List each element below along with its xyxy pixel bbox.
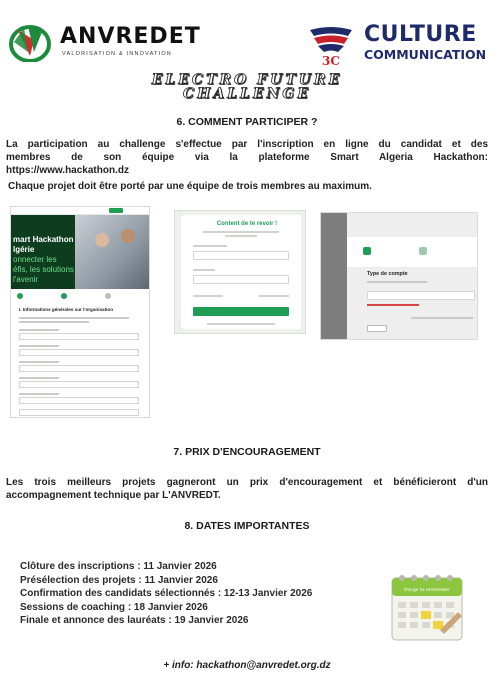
registration-steps bbox=[17, 293, 147, 301]
section-6-line-2: membres de son équipe via la plateforme Smart Algeria Hackathon: bbox=[6, 152, 488, 163]
section-6-paragraph bbox=[6, 138, 488, 177]
form-field bbox=[19, 333, 139, 340]
screenshot-account-type-page bbox=[320, 212, 478, 340]
screenshot-registration-page bbox=[10, 206, 150, 418]
login-label-line bbox=[193, 245, 227, 247]
screenshot-nav-bar bbox=[11, 207, 150, 215]
remember-me-line bbox=[193, 295, 223, 297]
form-label-line bbox=[19, 345, 59, 347]
login-subtitle-line bbox=[203, 231, 279, 233]
anvredet-tagline: VALORISATION & INNOVATION bbox=[62, 51, 172, 57]
login-link-line bbox=[411, 317, 473, 319]
form-field bbox=[19, 397, 139, 404]
back-button bbox=[367, 325, 387, 332]
section-7-paragraph bbox=[6, 476, 488, 502]
section-7-line-2: accompagnement technique par L'ANVREDT. bbox=[6, 490, 221, 501]
culture-line-2: COMMUNICATION bbox=[364, 47, 487, 62]
step-dot-3 bbox=[105, 293, 111, 299]
svg-text:3C: 3C bbox=[322, 54, 340, 66]
important-dates-list bbox=[20, 560, 360, 628]
screenshot-stepper bbox=[347, 237, 478, 267]
hero-text: mart Hackathon lgérie onnecter les éfis, les solutions l'avenir bbox=[13, 235, 74, 284]
form-field bbox=[19, 365, 139, 372]
screenshot-login-page bbox=[174, 210, 306, 334]
anvredet-brand-text: ANVREDET bbox=[60, 24, 201, 49]
culture-line-1: CULTURE bbox=[364, 22, 477, 47]
screenshot-sidebar bbox=[321, 213, 347, 340]
section-8-heading: 8. DATES IMPORTANTES bbox=[184, 520, 310, 532]
form-label-line bbox=[19, 393, 59, 395]
form-label-line bbox=[19, 329, 59, 331]
section-6-line-1: La participation au challenge s'effectue par l'inscription en ligne du candidat et des bbox=[6, 139, 488, 150]
form-label-line bbox=[19, 377, 59, 379]
signup-link-line bbox=[207, 323, 275, 325]
registration-form-title: I. Informations générales sur l'organisation bbox=[19, 307, 114, 312]
hero-photo bbox=[75, 215, 150, 289]
section-6-heading: 6. COMMENT PARTICIPER ? bbox=[176, 116, 318, 128]
hero-person-1 bbox=[95, 233, 109, 247]
form-field bbox=[19, 381, 139, 388]
login-password-field bbox=[193, 275, 289, 284]
login-subtitle-line bbox=[225, 235, 257, 237]
step-icon-1 bbox=[363, 247, 371, 255]
date-preselection: Présélection des projets : 11 Janvier 2026 bbox=[20, 574, 218, 586]
login-title: Content de te revoir ! bbox=[216, 221, 278, 227]
date-coaching: Sessions de coaching : 18 Janvier 2026 bbox=[20, 601, 208, 613]
login-label-line bbox=[193, 269, 215, 271]
date-confirmation: Confirmation des candidats sélectionnés : 12-13 Janvier 2026 bbox=[20, 588, 313, 599]
forgot-password-line bbox=[259, 295, 289, 297]
challenge-title-line-1: ELECTRO FUTURE bbox=[151, 72, 343, 88]
login-email-field bbox=[193, 251, 289, 260]
date-registration-close: Clôture des inscriptions : 11 Janvier 2026 bbox=[20, 561, 217, 572]
form-description-line bbox=[19, 317, 129, 319]
hackathon-url: https://www.hackathon.dz bbox=[6, 165, 129, 176]
anvredet-logo bbox=[8, 20, 201, 64]
culture-3c-emblem-icon bbox=[308, 22, 354, 66]
section-6-team-rule: Chaque projet doit être porté par une équipe de trois membres au maximum. bbox=[8, 181, 372, 192]
hero-person-2 bbox=[121, 229, 135, 243]
contact-info: + info: hackathon@anvredet.org.dz bbox=[163, 660, 331, 671]
form-label-line bbox=[19, 361, 59, 363]
form-description-line bbox=[19, 321, 89, 323]
section-7-line-1: Les trois meilleurs projets gagneront un prix d'encouragement et bénéficieront d'un bbox=[6, 477, 488, 488]
challenge-title-line-2: CHALLENGE bbox=[182, 86, 311, 102]
screenshot-nav-button bbox=[109, 208, 123, 213]
anvredet-emblem-icon bbox=[8, 22, 52, 62]
form-field bbox=[19, 349, 139, 356]
account-type-error bbox=[367, 304, 419, 306]
culture-communication-logo bbox=[308, 20, 488, 68]
step-dot-2 bbox=[61, 293, 67, 299]
calendar-icon bbox=[388, 572, 466, 644]
section-7-heading: 7. PRIX D'ENCOURAGEMENT bbox=[173, 446, 321, 458]
login-card bbox=[181, 215, 301, 329]
login-button bbox=[193, 307, 289, 316]
screenshot-hero-banner bbox=[11, 215, 150, 289]
form-field bbox=[19, 409, 139, 416]
step-icon-2 bbox=[419, 247, 427, 255]
account-type-label: Type de compte bbox=[367, 271, 408, 277]
step-dot-1 bbox=[17, 293, 23, 299]
svg-text:things to remember: things to remember bbox=[404, 588, 450, 593]
account-type-hint bbox=[367, 281, 427, 283]
date-final: Finale et annonce des lauréats : 19 Janvier 2026 bbox=[20, 615, 249, 626]
account-type-select bbox=[367, 291, 475, 300]
